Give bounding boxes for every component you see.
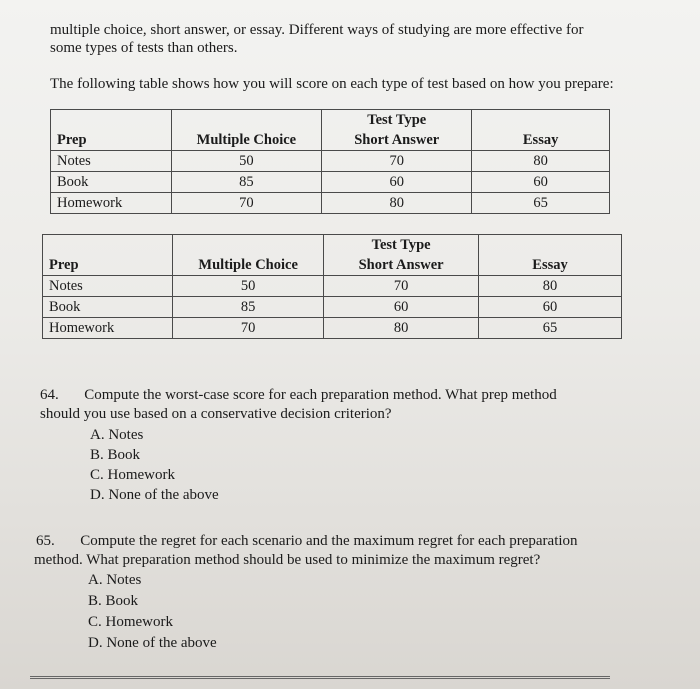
bottom-divider: [30, 676, 610, 679]
table1-cell-essay: 60: [472, 172, 610, 193]
table1-group-header: Test Type: [322, 110, 472, 131]
table1-corner: [51, 110, 172, 131]
table1-cell-sa: 60: [322, 172, 472, 193]
table2-col-essay: Essay: [479, 255, 622, 276]
q64-option-b[interactable]: B. Book: [90, 447, 141, 463]
table1-row: [51, 151, 610, 172]
table2-col-short-answer: Short Answer: [324, 255, 479, 276]
table1-blank: [171, 110, 322, 131]
table2-cell-sa: 80: [324, 318, 479, 339]
q64-line-1: [40, 386, 557, 405]
q65-number: 65.: [36, 533, 55, 549]
q65-option-c[interactable]: C. Homework: [88, 614, 173, 630]
q64-option-d[interactable]: D. None of the above: [90, 487, 219, 503]
q65-line-2: method. What preparation method should be used to minimize the maximum regret?: [34, 552, 541, 568]
table1-cell-essay: 80: [472, 151, 610, 172]
q64-option-a[interactable]: A. Notes: [90, 427, 144, 443]
table1-row: [51, 193, 610, 214]
table2-cell-mc: 85: [173, 297, 324, 318]
table2-blank: [173, 235, 324, 256]
table2-cell-essay: 65: [479, 318, 622, 339]
intro-line-1: multiple choice, short answer, or essay. Different ways of studying are more effective for: [50, 22, 584, 38]
table2-group-header: Test Type: [324, 235, 479, 256]
table2-cell-mc: 70: [173, 318, 324, 339]
table2-row: [43, 318, 622, 339]
q65-option-a[interactable]: A. Notes: [88, 572, 142, 588]
table1-row: [51, 172, 610, 193]
table2-col-prep: Prep: [43, 255, 173, 276]
table2-cell-prep: Book: [43, 297, 173, 318]
table1-cell-prep: Book: [51, 172, 172, 193]
intro-line-3: The following table shows how you will score on each type of test based on how you prepare:: [50, 76, 614, 92]
table2-row: [43, 297, 622, 318]
table1-cell-mc: 85: [171, 172, 322, 193]
table1-col-short-answer: Short Answer: [322, 130, 472, 151]
table2-cell-sa: 60: [324, 297, 479, 318]
table1-blank2: [472, 110, 610, 131]
table2-corner: [43, 235, 173, 256]
score-table-1: [50, 109, 610, 214]
table2-cell-prep: Notes: [43, 276, 173, 297]
table1-cell-prep: Notes: [51, 151, 172, 172]
q65-option-d[interactable]: D. None of the above: [88, 635, 217, 651]
q64-option-c[interactable]: C. Homework: [90, 467, 175, 483]
q64-text-1: Compute the worst-case score for each preparation method. What prep method: [84, 387, 557, 403]
table1-col-multiple-choice: Multiple Choice: [171, 130, 322, 151]
q64-line-2: should you use based on a conservative decision criterion?: [40, 406, 392, 422]
table1-cell-sa: 70: [322, 151, 472, 172]
table2-cell-essay: 80: [479, 276, 622, 297]
table1-col-essay: Essay: [472, 130, 610, 151]
table2-cell-mc: 50: [173, 276, 324, 297]
intro-line-2: some types of tests than others.: [50, 40, 238, 56]
table1-cell-mc: 70: [171, 193, 322, 214]
table2-cell-essay: 60: [479, 297, 622, 318]
table2-blank2: [479, 235, 622, 256]
table2-col-multiple-choice: Multiple Choice: [173, 255, 324, 276]
table1-col-prep: Prep: [51, 130, 172, 151]
table2-cell-sa: 70: [324, 276, 479, 297]
q65-text-1: Compute the regret for each scenario and the maximum regret for each preparation: [80, 533, 578, 549]
q65-line-1: [36, 532, 578, 551]
table1-cell-sa: 80: [322, 193, 472, 214]
table2-cell-prep: Homework: [43, 318, 173, 339]
table2-row: [43, 276, 622, 297]
q65-option-b[interactable]: B. Book: [88, 593, 139, 609]
table1-cell-essay: 65: [472, 193, 610, 214]
score-table-2: [42, 234, 622, 339]
table1-cell-prep: Homework: [51, 193, 172, 214]
q64-number: 64.: [40, 387, 59, 403]
table1-cell-mc: 50: [171, 151, 322, 172]
